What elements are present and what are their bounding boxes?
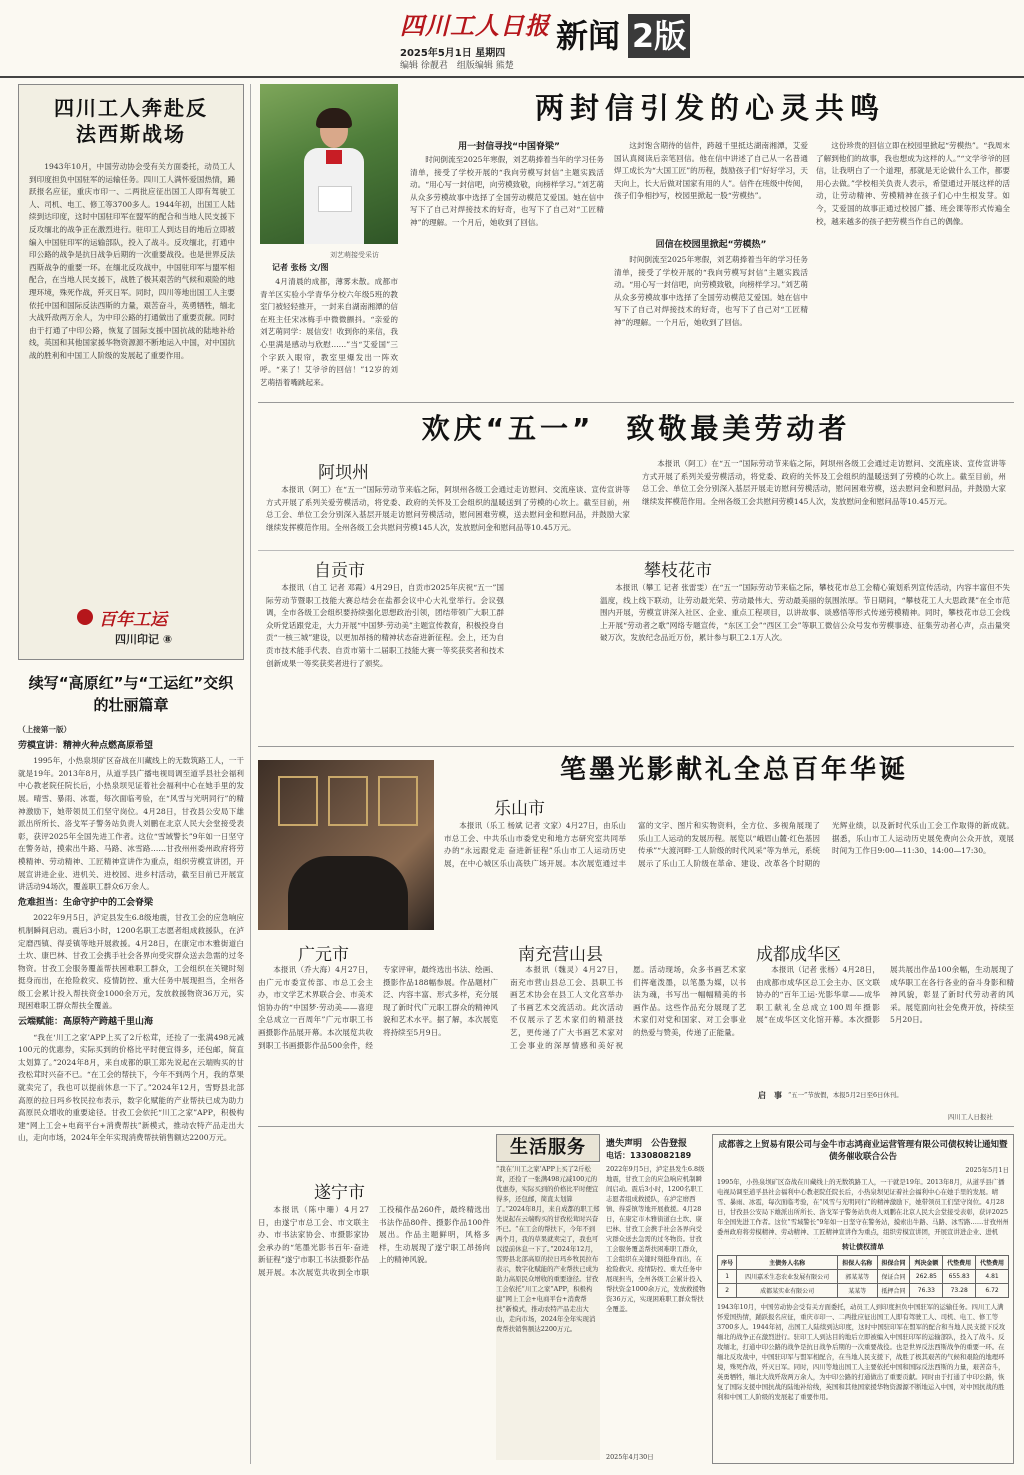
newspaper-logo: 四川工人日报 — [400, 11, 550, 40]
arts-city-1-text: 本报讯（乔大海）4月27日，由广元市委宣传部、市总工会主办，市文学艺术界联合会、市美术馆协办的“中国梦·劳动美——喜迎全总成立一百周年”广元市职工书画摄影作品展开幕。本次展览共收到职工书画摄影作品500余件，经专家评审，最终选出书法、绘画、摄影作品188幅参展。作品题材广泛、内容丰富、形式多样，充分展现了新时代广元职工群众的精神风貌和艺术水平。据了解，本次展览将持续至5月9日。 — [258, 965, 498, 1050]
left-story-headline: 续写“高原红”与“工运红”交织的壮丽篇章 — [28, 674, 234, 714]
photo-girl-hair — [316, 108, 352, 128]
arts-photo-frame — [378, 776, 418, 826]
table-cell: 成都某实业有限公司 — [737, 1284, 838, 1298]
company-notice — [712, 1134, 1014, 1464]
company-title: 成都蓉之上贸易有限公司与金牛市志鸿商业运营管理有限公司债权转让通知暨债务催收联合公告 — [718, 1140, 1008, 1162]
suining-text: 本报讯（陈中珊）4月27日，由遂宁市总工会、市文联主办、市书法家协会、市摄影家协会承办的“笔墨光影书百年·奋进新征程”遂宁市职工书法摄影作品展开展。本次展览共收到全市职工投稿作品260件，最终精选出书法作品80件、摄影作品100件展出。作品主题鲜明，风格多样，生动展现了遂宁职工昂扬向上的精神风貌。 — [258, 1205, 490, 1277]
labor-city-0-text: 本报讯（阿工）在“五一”国际劳动节来临之际，阿坝州各级工会通过走访慰问、交流座谈、宣传宣讲等方式开展了系列关爱劳模活动，将党委、政府的关怀及工会组织的温暖送到了劳模的心坎上。截至目前，州总工会、单位工会分别深入基层开展走访慰问劳模活动，慰问困难劳模，送去慰问金和慰问品，并鼓励大家继续发挥模范作用。全州各级工会共慰问劳模145人次，发放慰问金和慰问品等10.45万元。 — [266, 485, 630, 532]
history-body: 1943年10月，中国劳动协会受有关方面委托，动员工人到印度担负中国驻军的运输任务。四川工人满怀爱国热情，踊跃报名应征，重庆市印一、二两批应征出国工人即有驾驶工人、司机、电工、修工等3700多人。1944年初，出国工人陆续到达印度，这时中国驻印军在盟军的配合和当地人民支援下反攻缅北的战争正在激烈进行。驻印工人到达目的地后立即被编入中国驻印军的运输部队，投入了战斗。反攻缅北，打通中印公路的战争是抗日战争后期的一次重要战役。也是世界反法西斯战争的重要一环。在缅北反攻战中，中国驻印军与盟军相配合，在当地人民支援下，战胜了极其艰苦的气候和艰险的地理环境，殊死作战，歼灭日军。同时，四川等地出国工人主要依托中国和国际反法西斯的力量，艰苦奋斗，英勇牺牲，缅北大战歼敌两万余人，为中印公路的打通做出了重要贡献。同时由于打通了中印公路，恢复了国际支援中国抗战的陆地补给线，英国和其他国家援华物资源源不断地运入中国，对中国抗战的胜利和中国工人阶级的发展起了重要作用。 — [29, 162, 235, 360]
column-divider — [250, 84, 251, 1464]
ads-footer-date: 2025年4月30日 — [606, 1453, 654, 1461]
arts-photo-frame — [328, 776, 368, 826]
left-story — [18, 672, 244, 1467]
story1-body-3: 这份珍贵的回信立即在校园里掀起“劳模热”。“我周末了解到他们的故事，我也想成为这样的人。”“文学爷爷的回信，让我明白了一个道理，那就是无论做什么工作，都要用心去做。”学校相关负责人表示，希望通过开展这样的活动，让劳动精神、劳模精神在孩子们心中生根发芽。如今，艾爱国的故事正通过校园广播、班会课等形式传遍全校，越来越多的孩子把劳模当作自己的偶像。 — [816, 141, 1010, 226]
table-cell: 655.83 — [943, 1270, 976, 1284]
arts-city-3-text: 本报讯（记者 张杨）4月28日，由成都市成华区总工会主办、区文联协办的“百年工运·光影华章——成华职工献礼全总成立100周年摄影展”在成华区文化馆开幕。本次摄影展共展出作品100余幅，生动展现了成华职工在各行各业的奋斗身影和精神风貌，彰显了新时代劳动者的风采。展览面向社会免费开放，持续至5月20日。 — [756, 965, 1014, 1025]
arts-photo — [258, 760, 434, 930]
labor-city-0 — [258, 458, 630, 548]
arts-city-1-name: 广元市 — [298, 945, 349, 965]
brand-seal-icon — [77, 609, 93, 625]
arts-photo-visitors — [288, 856, 408, 930]
labor-city-2 — [514, 556, 1014, 740]
arts-city-0 — [444, 794, 1014, 934]
photo-letter — [318, 186, 352, 212]
notice-label: 启 事 — [758, 1091, 782, 1100]
history-box — [18, 84, 244, 660]
ads-title: 生活服务 — [496, 1134, 600, 1162]
table-cell: 262.85 — [910, 1270, 943, 1284]
suining-story — [258, 1134, 490, 1464]
table-cell: 1 — [718, 1270, 737, 1284]
table-header: 判决金额 — [910, 1256, 943, 1270]
table-cell: 四川嘉禾生态农业发展有限公司 — [737, 1270, 838, 1284]
notice-sign: 四川工人日报社 — [948, 1113, 993, 1121]
arts-city-0-text: 本报讯（乐工 杨斌 记者 文家）4月27日，由乐山市总工会、中共乐山市委党史和地方志研究室共同举办的“永远跟党走 奋进新征程”乐山市工人运动历史展，在中心城区乐山高铁广场开展。本次展览通过丰富的文字、图片和实物资料，全方位、多视角展现了乐山工人运动的发展历程。展览以“峨眉山麓·红色基因传承”“大渡河畔·工人阶级的时代风采”等为单元，系统展示了乐山工人阶级在革命、建设、改革各个时期的光辉业绩，以及新时代乐山工会工作取得的新成就。据悉，乐山市工人运动历史展免费向公众开放，观展时间为工作日9:00—11:30、14:00—17:30。 — [444, 821, 1014, 868]
story1-columns — [410, 136, 1010, 394]
left-sub-2: 危难担当：生命守护中的工会脊梁 — [18, 897, 154, 908]
debt-table — [717, 1255, 1009, 1298]
left-body-2: 2022年9月5日，泸定县发生6.8级地震，甘孜工会的应急响应机制瞬间启动。震后3小时，1200名职工志愿者组成救援队，在泸定磨西镇、得妥镇等地开展救援。4月28日，在康定市木雅街道白土坎、康巴林、甘孜工会携手社会各界向受灾群众送去急需的过冬物资。甘孜工会服务覆盖帮扶困难职工群众，工会组织在关键时刻挺身而出，在抢险救灾、疫情防控、重大任务中展现担当，全州各级工会累计投入帮扶资金1000余万元，发放救援物资36万元，实现困难职工群众帮扶全覆盖。 — [18, 913, 244, 1011]
story1-headline: 两封信引发的心灵共鸣 — [534, 91, 885, 125]
arts-top-rule — [258, 746, 1014, 747]
notice — [758, 1090, 1014, 1126]
story1-sub-2: 回信在校园里掀起“劳模热” — [655, 240, 767, 250]
labor-city-1-name: 自贡市 — [314, 561, 365, 581]
arts-city-2-name: 南充营山县 — [518, 945, 603, 965]
lost-list: 2022年9月5日，泸定县发生6.8级地震，甘孜工会的应急响应机制瞬间启动。震后3小时，1200名职工志愿者组成救援队，在泸定磨西镇、得妥镇等地开展救援。4月28日，在康定市木雅街道白土坎、康巴林、甘孜工会携手社会各界向受灾群众送去急需的过冬物资。甘孜工会服务覆盖帮扶困难职工群众，工会组织在关键时刻挺身而出，在抢险救灾、疫情防控、重大任务中展现担当，全州各级工会累计投入帮扶资金1000余万元，发放救援物资36万元，实现困难职工群众帮扶全覆盖。 — [606, 1165, 706, 1313]
editors-line: 编辑 徐靓君 组版编辑 熊楚 — [400, 61, 514, 71]
story1-body-2b: 时间倒流至2025年寒假，刘艺萌捧着当年的学习任务清单，接受了学校开展的“我向劳模写封信”主题实践活动。“用心写一封信吧，向劳模致敬，向榜样学习。”刘艺萌从众多劳模故事中选择了全国劳动模范艾爱国。她在信中写下了自己对焊接技术的好奇，也写下了自己对“工匠精神”的理解。一个月后，她收到了回信。 — [614, 255, 808, 327]
ads-left-col: “我在‘川工之家’APP上买了2斤松茸，还捡了一张满498元减100元的优惠券，实际买到的价格比平时便宜得多，还包邮，简直太划算了。”2024年8月，来自成都的职工郑先说起在云端购买的甘孜松茸时兴奋不已。“在工会的帮扶下，今年不到两个月，我的草果就卖完了，我也可以提前休息一下了。”2024年12月，雪野县北部高原的拉日玛乡牧民拉布表示，数字化赋能的产业帮扶已成为助力高原民众增收的重要途径。甘孜工会依托“川工之家”APP，积极构建“网上工会+电商平台+消费帮扶”新模式，推动农特产品走出大山，走向市场，2024年全年实现消费帮扶销售额达2200万元。 — [496, 1164, 600, 1460]
labor-section — [258, 410, 1014, 740]
table-header: 代垫费用 — [943, 1256, 976, 1270]
left-story-text — [18, 724, 244, 1470]
labor-city-2-text: 本报讯（攀工 记者 张雷雯）在“五一”国际劳动节来临之际，攀枝花市总工会精心策划系列宣传活动，内容丰富但不失温度，线上线下联动，让劳动最光荣、劳动最伟大、劳动最美丽的氛围浓厚。节日期间，“攀枝花工人大思政课”在全市范围内开展，劳模宣讲深入社区、企业、重点工程项目，以讲故事、谈感悟等形式传递劳模精神。同时，攀枝花市总工会线上开展“劳动者之歌”网络专题宣传，“东区工会”“西区工会”等职工微信公众号发布劳模事迹、征集劳动者心声，点击量突破万次，发放纪念品近万份，累计参与职工2.1万人次。 — [600, 583, 1010, 643]
arts-section — [258, 752, 1014, 1088]
labor-headline: 欢庆“五一” 致敬最美劳动者 — [421, 412, 851, 445]
story-photo — [260, 84, 398, 244]
table-row — [718, 1270, 1009, 1284]
labor-city-1 — [258, 556, 508, 740]
table-title: 转让债权清单 — [842, 1243, 884, 1251]
page-number: 2版 — [628, 14, 690, 58]
masthead — [0, 0, 1024, 78]
photo-caption: 刘艺萌接受采访 — [330, 251, 379, 259]
labor-city-0-name: 阿坝州 — [318, 463, 369, 483]
masthead-rule — [0, 76, 1024, 78]
brand-label: 百年工运 — [99, 610, 167, 630]
table-cell: 73.28 — [943, 1284, 976, 1298]
labor-city-1-text: 本报讯（自工 记者 邓霞）4月29日，自贡市2025年庆祝“五一”国际劳动节暨职工技能大赛总结会在盐都会议中心大礼堂举行。会议强调，全市各级工会组织要持续强化思想政治引领，团结带领广大职工群众听党话跟党走，大力开展“中国梦·劳动美”主题宣传教育，积极投身自贡“一核三城”建设，以更加昂扬的精神状态奋进新征程。会上，还为自贡市技术能手代表、自贡市第十二届职工技能大赛一等奖获奖者和技术创新成果一等奖获奖者进行了颁奖。 — [266, 583, 504, 668]
lost-title: 遗失声明 公告登报 — [606, 1139, 688, 1149]
arts-city-0-name: 乐山市 — [494, 799, 545, 819]
left-sub-3: 云端赋能：高原特产跨越千里山海 — [18, 1017, 154, 1028]
arts-city-3 — [756, 940, 1014, 1088]
ads-phone: 电话：13308082189 — [606, 1151, 692, 1160]
table-cell: 某某等 — [837, 1284, 877, 1298]
story1-byline: 记者 张杨 文/图 — [272, 263, 329, 272]
history-headline: 四川工人奔赴反法西斯战场 — [54, 96, 208, 146]
ads-block — [496, 1134, 1014, 1466]
table-cell: 76.33 — [910, 1284, 943, 1298]
arts-headline: 笔墨光影献礼全总百年华诞 — [559, 755, 908, 785]
table-row — [718, 1284, 1009, 1298]
table-cell: 2 — [718, 1284, 737, 1298]
story1-sub-1: 用一封信寻找“中国脊梁” — [458, 142, 560, 152]
bottom-rule — [258, 1126, 1014, 1127]
company-body: 1995年，小热泉坝矿区奋战在川藏线上的无数筑路工人，一干就是19年。2013年8月，从道孚县广播电视局调至道孚县社会福利中心教老院任院长后，小热泉坝见证着社会福利中心在她手里的发展。晴雪、暴雨、冰雹，每次面临考验，在“风雪与光明同行”的精神激励下，她带领员工们坚守岗位。4月28日，甘孜县公安局下雄派出所所长、洛戈军子警务站负责人刘鹏在北京人民大会堂接受表彰，获评2025年全国先进工作者。这位“雪域警长”9年如一日坚守在警务站，摸索出牛路、马路、冰雪路……甘孜州州委州政府将劳模精神、劳动精神、工匠精神宣讲作为重点，组织劳模宣讲团，开展宣讲进企业、进机 — [717, 1178, 1009, 1236]
story1-body-1: 时间倒流至2025年寒假，刘艺萌捧着当年的学习任务清单，接受了学校开展的“我向劳模写封信”主题实践活动。“用心写一封信吧，向劳模致敬，向榜样学习。”刘艺萌从众多劳模故事中选择了全国劳动模范艾爱国。她在信中写下了自己对焊接技术的好奇，也写下了自己对“工匠精神”的理解。一个月后，她收到了回信。 — [410, 155, 604, 227]
arts-city-2-text: 本报讯（魏灵）4月27日，南充市营山县总工会、县职工书画艺术协会在县工人文化宫举办了书画艺术交流活动。此次活动不仅展示了艺术家们的精湛技艺，更传递了广大书画艺术家对工会事业的深厚情感和美好祝愿。活动现场，众多书画艺术家们挥毫泼墨，以笔墨为媒，以书法为魂，书写出一幅幅精美的书画作品。这些作品充分展现了艺术家们对党和国家、对工会事业的热爱与赞美，传递了正能量。 — [510, 965, 746, 1050]
issue-date: 2025年5月1日 星期四 — [400, 48, 506, 59]
table-header: 担保人名称 — [837, 1256, 877, 1270]
arts-city-1 — [258, 940, 504, 1088]
table-header-row — [718, 1256, 1009, 1270]
labor-city-0-cont: 本报讯（阿工）在“五一”国际劳动节来临之际，阿坝州各级工会通过走访慰问、交流座谈、宣传宣讲等方式开展了系列关爱劳模活动，将党委、政府的关怀及工会组织的温暖送到了劳模的心坎上。截至目前，州总工会、单位工会分别深入基层开展走访慰问劳模活动，慰问困难劳模，送去慰问金和慰问品，并鼓励大家继续发挥模范作用。全州各级工会共慰问劳模145人次，发放慰问金和慰问品等10.45万元。 — [642, 459, 1006, 506]
table-cell: 6.72 — [976, 1284, 1009, 1298]
story1-lead: 4月清晨的成都，薄雾未散。成都市青羊区实验小学青华分校六年级5班的教室门被轻轻推开，一封来自湖南湘潭的信在班主任宋冰梅手中微微颤抖。“亲爱的刘艺萌同学：展信安！收到你的来信，我心里满是感动与欣慰……”当“艾爱国”三个字跃入眼帘，教室里爆发出一阵欢呼。“来了！艾爷爷的回信！”12岁的刘艺萌捂着嘴跳起来。 — [260, 277, 398, 387]
labor-city-2-name: 攀枝花市 — [644, 561, 712, 581]
continued-note: （上接第一版） — [18, 725, 72, 734]
table-cell: 4.81 — [976, 1270, 1009, 1284]
suining-name: 遂宁市 — [314, 1183, 365, 1203]
labor-mid-rule — [258, 550, 1014, 551]
table-header: 主债务人名称 — [737, 1256, 838, 1270]
table-cell: 保证合同 — [877, 1270, 910, 1284]
section-label: 新闻 — [556, 17, 621, 55]
left-sub-1: 劳模宣讲：精神火种点燃高原希望 — [18, 740, 154, 751]
arts-photo-frame — [278, 776, 318, 826]
left-body-3: “我在‘川工之家’APP上买了2斤松茸，还捡了一张满498元减100元的优惠券，实际买到的价格比平时便宜得多，还包邮，简直太划算了。”2024年8月，来自成都的职工郑先说起在云端购买的甘孜松茸时兴奋不已。“在工会的帮扶下，今年不到两个月，我的草果就卖完了，我也可以提前休息一下了。”2024年12月，雪野县北部高原的拉日玛乡牧民拉布表示，数字化赋能的产业帮扶已成为助力高原民众增收的重要途径。甘孜工会依托“川工之家”APP，积极构建“网上工会+电商平台+消费帮扶”新模式，推动农特产品走出大山，走向市场，2024年全年实现消费帮扶销售额达2200万元。 — [18, 1032, 244, 1143]
photo-scarf — [326, 150, 342, 164]
company-footer: 1943年10月，中国劳动协会受有关方面委托，动员工人到印度担负中国驻军的运输任务。四川工人满怀爱国热情，踊跃报名应征，重庆市印一、二两批应征出国工人即有驾驶工人、司机、电工、修工等3700多人。1944年初，出国工人陆续到达印度，这时中国驻印军在盟军的配合和当地人民支援下反攻缅北的战争正在激烈进行。驻印工人到达目的地后立即被编入中国驻印军的运输部队，投入了战斗。反攻缅北，打通中印公路的战争是抗日战争后期的一次重要战役。也是世界反法西斯战争的重要一环。在缅北反攻战中，中国驻印军与盟军相配合，在当地人民支援下，战胜了极其艰苦的气候和艰险的地理环境，殊死作战，歼灭日军。同时，四川等地出国工人主要依托中国和国际反法西斯的力量，艰苦奋斗，英勇牺牲，缅北大战歼敌两万余人，为中印公路的打通做出了重要贡献。同时由于打通了中印公路，恢复了国际支援中国抗战的陆地补给线，英国和其他国家援华物资源源不断地运入中国，对中国抗战的胜利和中国工人阶级的发展起了重要作用。 — [717, 1303, 1006, 1401]
table-header: 序号 — [718, 1256, 737, 1270]
table-header: 担保合同 — [877, 1256, 910, 1270]
arts-city-3-name: 成都成华区 — [756, 945, 841, 965]
company-date: 2025年5月1日 — [965, 1166, 1009, 1174]
notice-text: “五一”节放假，本报5月2日至6日休刊。 — [788, 1091, 903, 1099]
table-cell: 抵押合同 — [877, 1284, 910, 1298]
table-header: 代垫费用 — [976, 1256, 1009, 1270]
arts-city-2 — [510, 940, 750, 1088]
table-cell: 郭某某等 — [837, 1270, 877, 1284]
story1-body-2: 这封饱含期待的信件，跨越千里抵达湖南湘潭，艾爱国认真阅读后亲笔回信。他在信中讲述了自己从一名普通焊工成长为“大国工匠”的历程，鼓励孩子们“好好学习，天天向上，长大后做对国家有用的人”。信件在班级中传阅，孩子们争相抄写，校园里掀起一股“劳模热”。 — [614, 141, 808, 201]
series-label: 四川印记 ⑧ — [115, 633, 173, 646]
left-body-1: 1995年，小热泉坝矿区奋战在川藏线上的无数筑路工人，一干就是19年。2013年8月，从道孚县广播电视局调至道孚县社会福利中心教老院任院长后，小热泉坝见证着社会福利中心在她手里的发展。晴雪、暴雨、冰雹，每次面临考验，在“风雪与光明同行”的精神激励下，她带领员工们坚守岗位。4月28日，甘孜县公安局下雄派出所所长、洛戈军子警务站负责人刘鹏在北京人民大会堂接受表彰，获评2025年全国先进工作者。这位“雪域警长”9年如一日坚守在警务站，摸索出牛路、马路、冰雪路……甘孜州州委州政府将劳模精神、劳动精神、工匠精神宣讲作为重点，组织劳模宣讲团，开展宣讲进企业、进机关、进校园、进乡村活动，截至目前已开展宣讲活动94场次，覆盖职工群众6万余人。 — [18, 756, 244, 892]
labor-top-rule — [258, 402, 1014, 403]
